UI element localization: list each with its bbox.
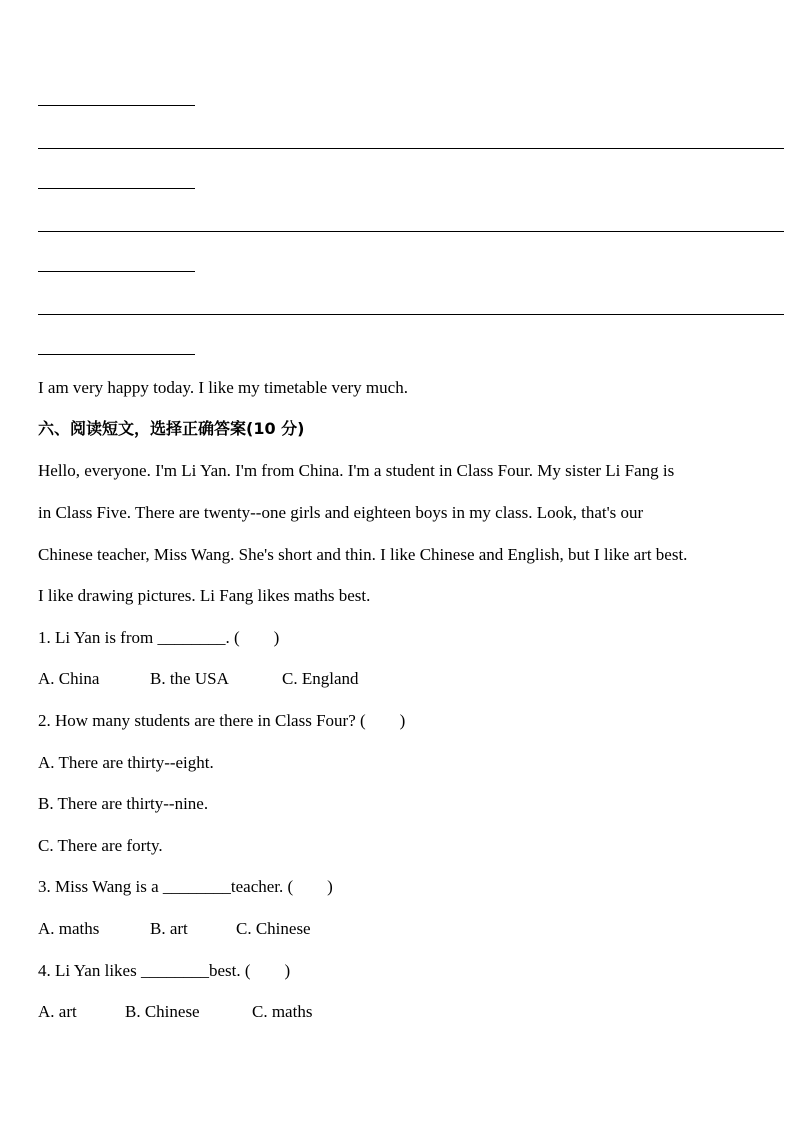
- answer-option[interactable]: C. maths: [252, 1002, 313, 1021]
- question-stem: 2. How many students are there in Class Four? ( ): [38, 711, 406, 730]
- answer-option[interactable]: C. Chinese: [236, 919, 311, 938]
- answer-option[interactable]: C. There are forty.: [38, 836, 163, 855]
- answer-option[interactable]: A. There are thirty--eight.: [38, 753, 214, 772]
- answer-option[interactable]: A. China: [38, 669, 100, 688]
- answer-line: [38, 231, 784, 232]
- answer-option[interactable]: B. art: [150, 919, 188, 938]
- answer-option[interactable]: C. England: [282, 669, 359, 688]
- answer-option[interactable]: A. maths: [38, 919, 100, 938]
- answer-line: [38, 271, 195, 272]
- section-title: 六、阅读短文，选择正确答案(10 分): [38, 419, 305, 438]
- answer-line: [38, 354, 195, 355]
- passage-line: I like drawing pictures. Li Fang likes maths best.: [38, 586, 371, 605]
- writing-closing-sentence: I am very happy today. I like my timetable very much.: [38, 378, 408, 397]
- answer-option[interactable]: B. Chinese: [125, 1002, 200, 1021]
- answer-option[interactable]: B. There are thirty--nine.: [38, 794, 209, 813]
- question-stem: 3. Miss Wang is a ________teacher. ( ): [38, 877, 333, 896]
- passage-line: in Class Five. There are twenty--one girls and eighteen boys in my class. Look, that's our: [38, 503, 644, 522]
- answer-line: [38, 105, 195, 106]
- question-stem: 4. Li Yan likes ________best. ( ): [38, 961, 291, 980]
- question-stem: 1. Li Yan is from ________. ( ): [38, 628, 280, 647]
- passage-line: Hello, everyone. I'm Li Yan. I'm from China. I'm a student in Class Four. My sister Li Fang is: [38, 461, 675, 480]
- answer-line: [38, 148, 784, 149]
- passage-line: Chinese teacher, Miss Wang. She's short and thin. I like Chinese and English, but I like art best.: [38, 545, 688, 564]
- answer-line: [38, 314, 784, 315]
- answer-option[interactable]: A. art: [38, 1002, 77, 1021]
- answer-option[interactable]: B. the USA: [150, 669, 229, 688]
- answer-line: [38, 188, 195, 189]
